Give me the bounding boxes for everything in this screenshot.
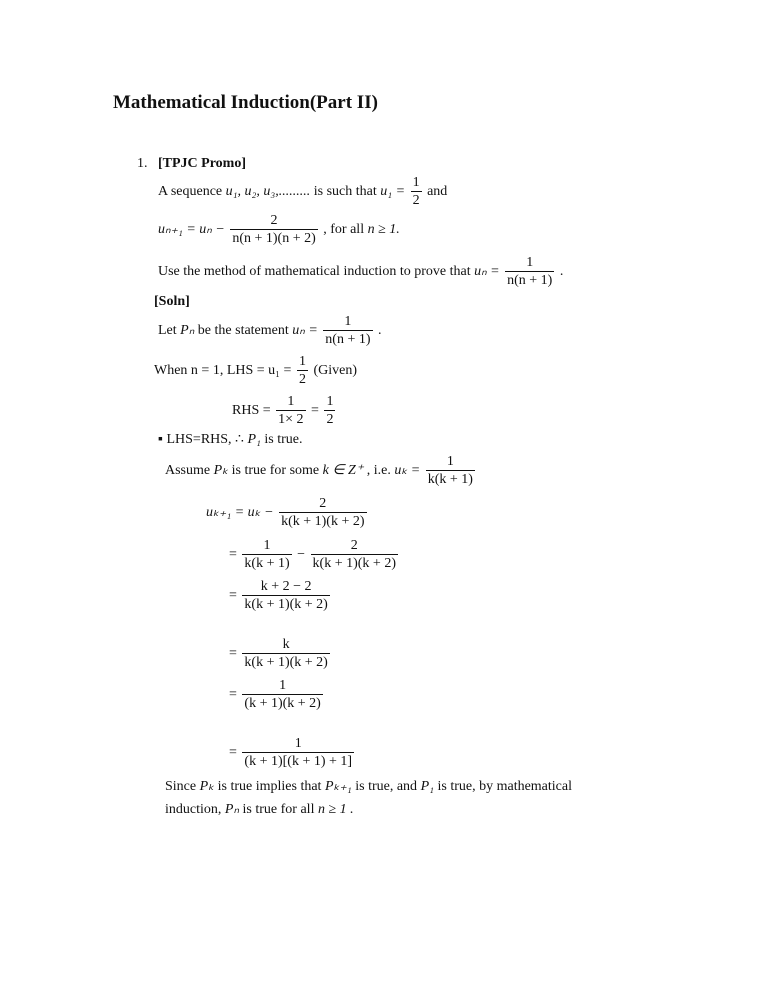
- assume-fraction: [426, 453, 475, 488]
- base-case-line: [154, 353, 357, 388]
- q1-fraction: [411, 174, 422, 209]
- q3-fraction-num: 1: [505, 254, 554, 272]
- q3-lhs: uₙ =: [474, 263, 500, 279]
- q3-suffix: .: [559, 263, 564, 279]
- conclusion-mid-2: is true, and: [355, 779, 418, 794]
- step4-fraction-den: k(k + 1)(k + 2): [244, 655, 328, 670]
- let-suffix: .: [378, 322, 382, 338]
- step4-fraction-num: k: [242, 636, 329, 654]
- conclusion-prefix: Since: [165, 779, 197, 794]
- q1-sequence: u₁, u₂, u₃,.........: [225, 183, 311, 199]
- q2-fraction-num: 2: [230, 212, 317, 230]
- rhs-line: [232, 393, 337, 428]
- lhs-rhs-p1: P₁: [247, 432, 261, 447]
- q2-fraction: [230, 212, 317, 247]
- conclusion-line-2: [165, 802, 354, 818]
- derivation-step-5: [229, 677, 325, 712]
- derivation-step-6: [229, 735, 356, 770]
- when-fraction-den: 2: [298, 372, 306, 387]
- assume-line: [165, 453, 477, 488]
- step2-fraction-b-num: 2: [311, 537, 398, 555]
- step1-fraction-num: 2: [279, 495, 366, 513]
- derivation-step-3: [229, 578, 332, 613]
- let-lhs: uₙ =: [292, 322, 318, 338]
- step1-fraction-den: k(k + 1)(k + 2): [281, 514, 365, 529]
- rhs-fraction-2-num: 1: [326, 394, 334, 409]
- q1-u1: u₁ =: [380, 183, 406, 199]
- step4-equals: =: [229, 645, 237, 661]
- bullet-icon: ▪: [158, 432, 163, 447]
- assume-prefix: Assume: [165, 462, 211, 478]
- step5-fraction-num: 1: [242, 677, 322, 695]
- step2-fraction-a-den: k(k + 1): [244, 556, 290, 571]
- step1-lhs: uₖ₊₁ = uₖ −: [206, 504, 274, 520]
- conclusion-condition: n ≥ 1 .: [317, 802, 354, 817]
- q3-fraction: [505, 254, 554, 289]
- conclusion-line2-prefix: induction,: [165, 802, 222, 817]
- when-text: When n = 1, LHS = u₁ =: [154, 362, 292, 378]
- when-fraction: [297, 353, 308, 388]
- assume-pk: Pₖ: [213, 462, 229, 478]
- assume-ie: , i.e.: [366, 462, 391, 478]
- step2-fraction-b-den: k(k + 1)(k + 2): [312, 556, 396, 571]
- step6-fraction-den: (k + 1)[(k + 1) + 1]: [244, 754, 353, 769]
- step2-minus: −: [297, 546, 306, 562]
- assume-fraction-den: k(k + 1): [427, 472, 473, 487]
- rhs-fraction-1-num: 1: [276, 393, 305, 411]
- step5-fraction: [242, 677, 322, 712]
- rhs-equals: =: [311, 402, 319, 418]
- assume-set: k ∈ Z⁺: [322, 462, 364, 478]
- q2-fraction-den: n(n + 1)(n + 2): [232, 231, 316, 246]
- q2-condition: n ≥ 1.: [367, 221, 400, 237]
- conclusion-p1: P₁: [420, 779, 434, 794]
- q3-fraction-den: n(n + 1): [507, 273, 553, 288]
- q1-mid: is such that: [313, 183, 377, 199]
- assume-lhs: uₖ =: [394, 462, 421, 478]
- rhs-fraction-2-den: 2: [326, 412, 334, 427]
- step3-equals: =: [229, 587, 237, 603]
- let-mid: be the statement: [197, 322, 289, 338]
- let-fraction: [323, 313, 372, 348]
- let-fraction-num: 1: [323, 313, 372, 331]
- rhs-fraction-1-den: 1× 2: [278, 412, 304, 427]
- lhs-rhs-text: LHS=RHS, ∴: [166, 432, 244, 447]
- step3-fraction: [242, 578, 329, 613]
- step6-equals: =: [229, 744, 237, 760]
- step6-fraction-num: 1: [242, 735, 354, 753]
- question-line-3: [158, 254, 563, 289]
- conclusion-pk: Pₖ: [199, 779, 215, 794]
- q2-lhs: uₙ₊₁ = uₙ −: [158, 221, 225, 237]
- q3-prefix: Use the method of mathematical induction to prove that: [158, 263, 471, 279]
- derivation-step-1: [206, 495, 369, 530]
- q1-fraction-num: 1: [412, 175, 420, 190]
- conclusion-line-1: [165, 779, 572, 795]
- let-fraction-den: n(n + 1): [325, 332, 371, 347]
- conclusion-mid-3: is true, by mathematical: [437, 779, 572, 794]
- assume-fraction-num: 1: [426, 453, 475, 471]
- rhs-fraction-1: [276, 393, 305, 428]
- step2-fraction-a-num: 1: [242, 537, 291, 555]
- conclusion-line2-mid: is true for all: [242, 802, 315, 817]
- step2-fraction-b: [311, 537, 398, 572]
- step1-fraction: [279, 495, 366, 530]
- step2-fraction-a: [242, 537, 291, 572]
- lhs-rhs-line: [158, 432, 303, 448]
- let-prefix: Let: [158, 322, 177, 338]
- step3-fraction-den: k(k + 1)(k + 2): [244, 597, 328, 612]
- step2-equals: =: [229, 546, 237, 562]
- solution-heading: [Soln]: [154, 294, 190, 309]
- page-title: Mathematical Induction(Part II): [113, 92, 378, 113]
- rhs-label: RHS =: [232, 402, 271, 418]
- derivation-step-4: [229, 636, 332, 671]
- conclusion-pn: Pₙ: [224, 802, 240, 817]
- solution-let-line: [158, 313, 382, 348]
- question-line-1: [158, 174, 447, 209]
- step5-equals: =: [229, 686, 237, 702]
- conclusion-mid-1: is true implies that: [217, 779, 322, 794]
- q1-fraction-den: 2: [412, 193, 420, 208]
- step4-fraction: [242, 636, 329, 671]
- question-source: [TPJC Promo]: [158, 156, 246, 171]
- assume-mid: is true for some: [231, 462, 320, 478]
- derivation-step-2: [229, 537, 400, 572]
- step3-fraction-num: k + 2 − 2: [242, 578, 329, 596]
- conclusion-pk1: Pₖ₊₁: [324, 779, 352, 794]
- let-pn: Pₙ: [180, 322, 195, 338]
- step6-fraction: [242, 735, 354, 770]
- rhs-fraction-2: [324, 393, 335, 428]
- step5-fraction-den: (k + 1)(k + 2): [244, 696, 321, 711]
- q2-suffix: , for all: [323, 221, 365, 237]
- when-suffix: (Given): [313, 362, 357, 378]
- question-number: 1.: [137, 156, 148, 171]
- q1-suffix: and: [427, 183, 448, 199]
- q1-prefix: A sequence: [158, 183, 223, 199]
- question-line-2: [158, 212, 400, 247]
- when-fraction-num: 1: [298, 354, 306, 369]
- lhs-rhs-suffix: is true.: [264, 432, 303, 447]
